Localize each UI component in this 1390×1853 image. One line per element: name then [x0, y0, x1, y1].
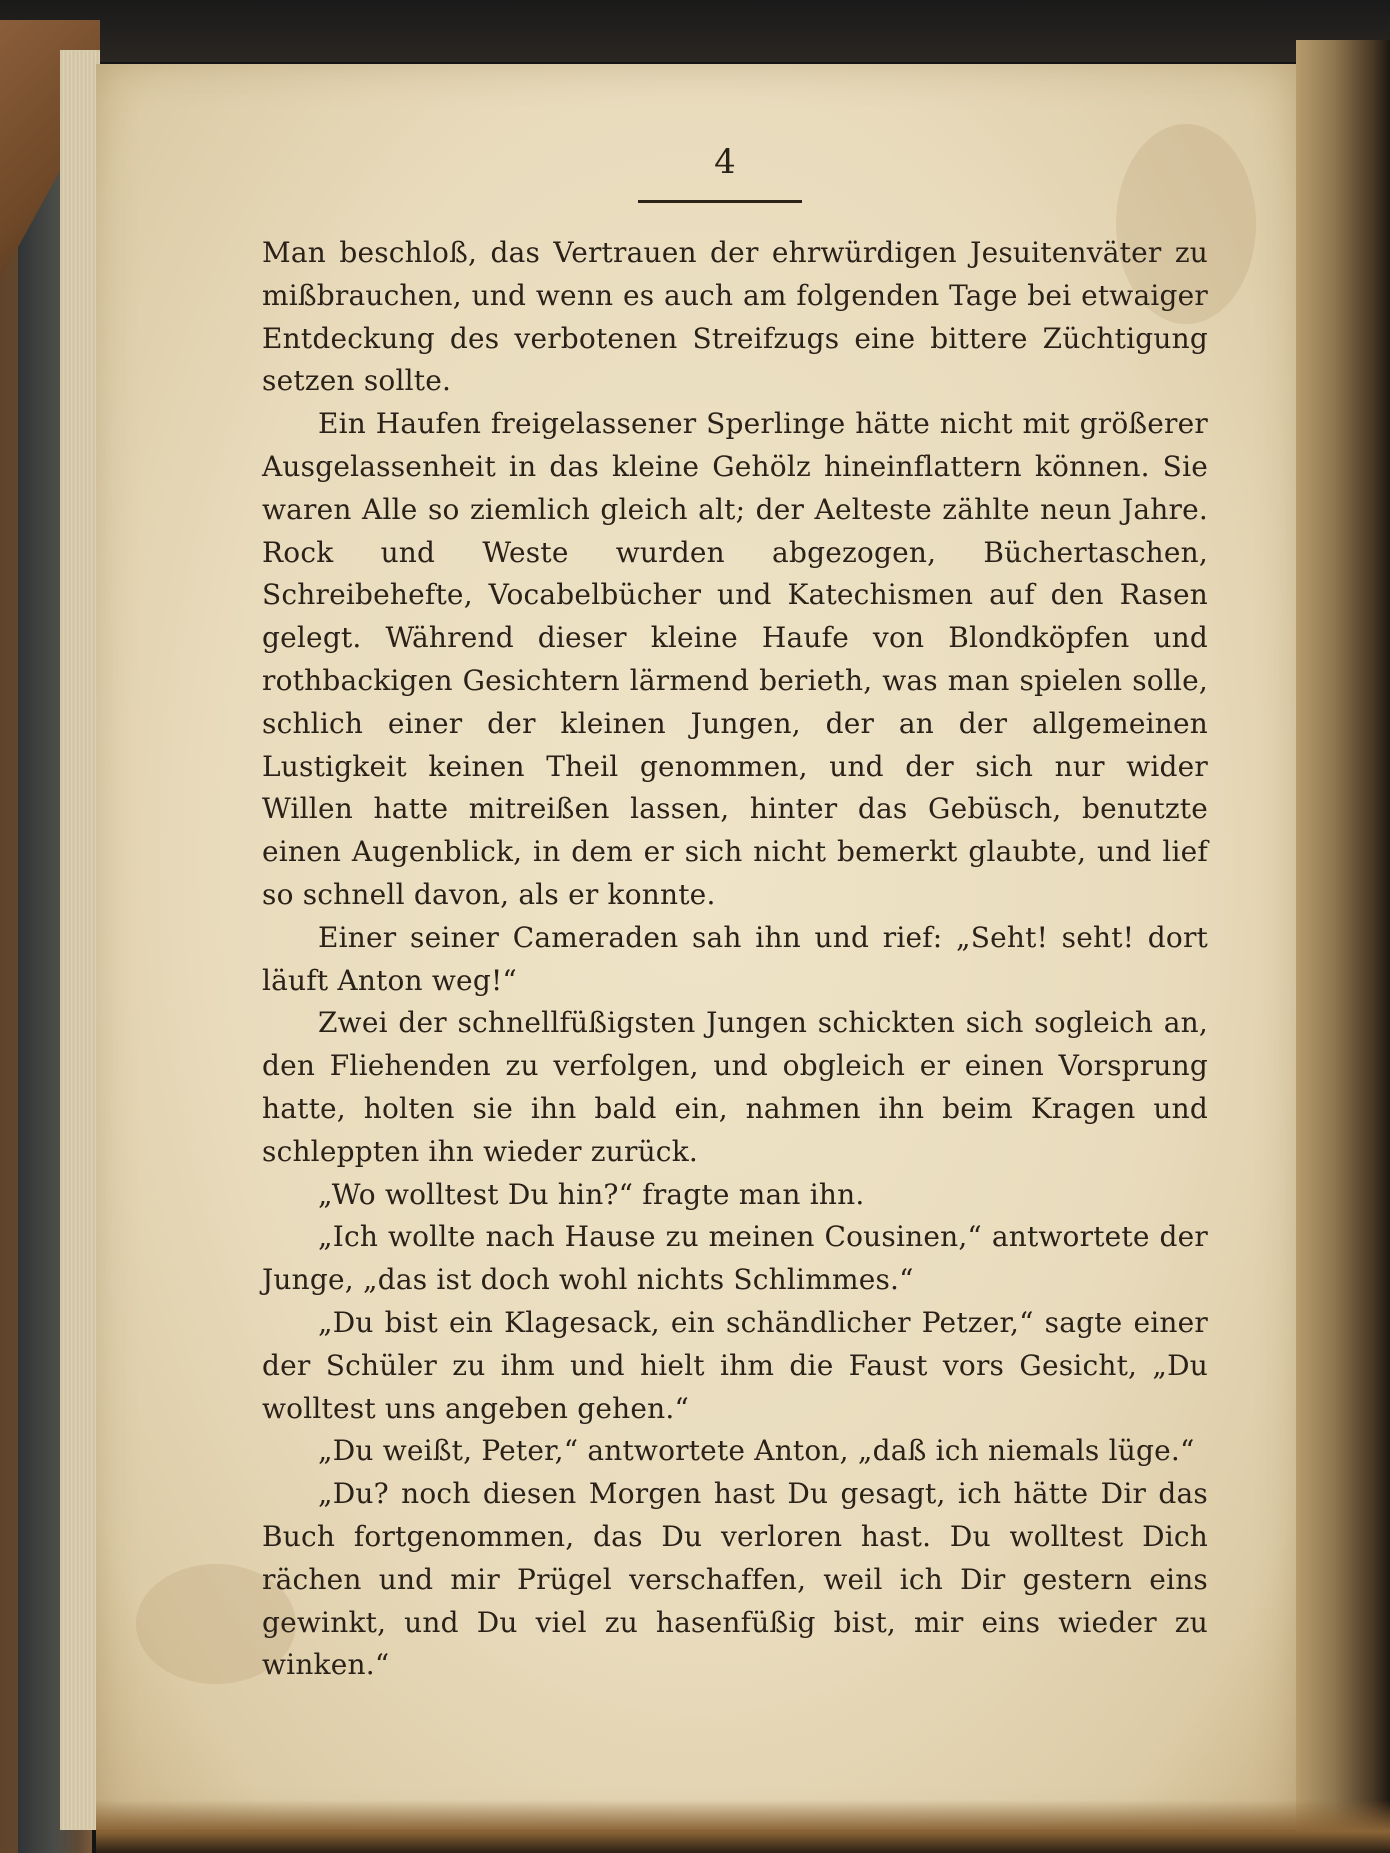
page-number: 4 [714, 142, 736, 182]
page-number-rule [638, 200, 802, 203]
paragraph: „Du? noch diesen Morgen hast Du gesagt, ich hätte Dir das Buch fortgenommen, das Du verloren hast. Du wolltest Dich rächen und mir Prügel verschaffen, weil ich Dir gestern eins gewinkt, und Du viel zu hasenfüßig bist, mir eins wieder zu winken.“ [262, 1477, 1208, 1682]
paragraph: „Wo wolltest Du hin?“ fragte man ihn. [318, 1177, 865, 1211]
page-stack-edge [60, 50, 100, 1830]
page-bottom-edge [96, 1800, 1390, 1853]
body-text [262, 232, 1208, 1687]
page-right-edge [1296, 40, 1390, 1853]
paragraph: Man beschloß, das Vertrauen der ehrwürdigen Jesuitenväter zu mißbrauchen, und wenn es auch am folgenden Tage bei etwaiger Entdeckung des verbotenen Streifzugs eine bittere Züchtigung setzen sollte. [262, 236, 1208, 398]
paragraph: „Ich wollte nach Hause zu meinen Cousinen,“ antwortete der Junge, „das ist doch wohl nichts Schlimmes.“ [262, 1220, 1208, 1297]
book-cover-leather-edge [0, 36, 18, 1853]
book-cover-top [0, 0, 1390, 62]
paragraph: „Du weißt, Peter,“ antwortete Anton, „daß ich niemals lüge.“ [318, 1434, 1195, 1468]
paragraph: Ein Haufen freigelassener Sperlinge hätte nicht mit größerer Ausgelassenheit in das kleine Gehölz hineinflattern können. Sie waren Alle so ziemlich gleich alt; der Aelteste zählte neun Jahre. Rock und Weste wurden abgezogen, Büchertaschen, Schreibehefte, Vocabelbücher und Katechismen auf den Rasen gelegt. Während dieser kleine Haufe von Blondköpfen und rothbackigen Gesichtern lärmend berieth, was man spielen solle, schlich einer der kleinen Jungen, der an der allgemeinen Lustigkeit keinen Theil genommen, und der sich nur wider Willen hatte mitreißen lassen, hinter das Gebüsch, benutzte einen Augenblick, in dem er sich nicht bemerkt glaubte, und lief so schnell davon, als er konnte. [262, 407, 1208, 911]
paragraph: Zwei der schnellfüßigsten Jungen schickten sich sogleich an, den Fliehenden zu verfolgen, und obgleich er einen Vorsprung hatte, holten sie ihn bald ein, nahmen ihn beim Kragen und schleppten ihn wieder zurück. [262, 1006, 1208, 1168]
paragraph: „Du bist ein Klagesack, ein schändlicher Petzer,“ sagte einer der Schüler zu ihm und hielt ihm die Faust vors Gesicht, „Du wolltest uns angeben gehen.“ [262, 1305, 1208, 1425]
paragraph: Einer seiner Cameraden sah ihn und rief: „Seht! seht! dort läuft Anton weg!“ [262, 920, 1208, 997]
